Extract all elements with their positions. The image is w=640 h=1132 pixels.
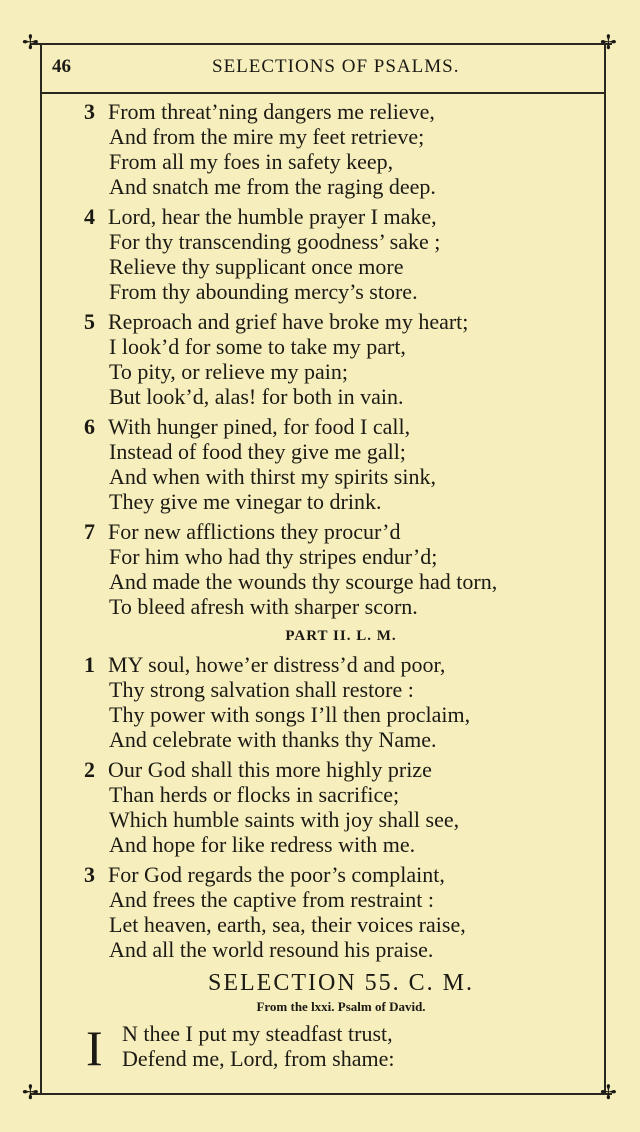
verse-line: For thy transcending goodness’ sake ; bbox=[109, 229, 441, 254]
verse-line: Thy strong salvation shall restore : bbox=[109, 677, 414, 702]
stanza bbox=[78, 652, 604, 752]
page-body bbox=[78, 99, 604, 1076]
drop-cap: I bbox=[86, 1020, 103, 1076]
selection-subheading: From the lxxi. Psalm of David. bbox=[256, 999, 426, 1014]
left-border-rule bbox=[40, 45, 42, 1093]
verse-line: Let heaven, earth, sea, their voices raise, bbox=[109, 912, 466, 937]
stanza bbox=[78, 204, 604, 304]
verse-line: And when with thirst my spirits sink, bbox=[109, 464, 436, 489]
stanza bbox=[78, 757, 604, 857]
part-one-stanzas bbox=[78, 99, 604, 619]
verse-line: Instead of food they give me gall; bbox=[109, 439, 406, 464]
verse-line: With hunger pined, for food I call, bbox=[108, 414, 411, 439]
corner-ornament-icon: ✢ bbox=[600, 32, 617, 54]
verse-line: But look’d, alas! for both in vain. bbox=[109, 384, 404, 409]
stanza-number: 5 bbox=[84, 309, 95, 334]
verse-line: And frees the captive from restraint : bbox=[109, 887, 434, 912]
stanza bbox=[78, 99, 604, 199]
selection-first-stanza bbox=[78, 1020, 604, 1076]
verse-line: And hope for like redress with me. bbox=[109, 832, 416, 857]
stanza bbox=[78, 519, 604, 619]
stanza-number: 3 bbox=[84, 99, 95, 124]
verse-line: And snatch me from the raging deep. bbox=[109, 174, 436, 199]
stanza-number: 4 bbox=[84, 204, 95, 229]
verse-line: To pity, or relieve my pain; bbox=[109, 359, 348, 384]
verse-line: Defend me, Lord, from shame: bbox=[122, 1046, 395, 1071]
stanza-number: 6 bbox=[84, 414, 95, 439]
verse-line: And celebrate with thanks thy Name. bbox=[109, 727, 437, 752]
verse-line: They give me vinegar to drink. bbox=[109, 489, 382, 514]
stanza-number: 3 bbox=[84, 862, 95, 887]
verse-line: For him who had thy stripes endur’d; bbox=[109, 544, 438, 569]
verse-line: MY soul, howe’er distress’d and poor, bbox=[108, 652, 446, 677]
corner-ornament-icon: ✢ bbox=[22, 1082, 39, 1104]
verse-line: And made the wounds thy scourge had torn, bbox=[109, 569, 498, 594]
selection-heading: SELECTION 55. C. M. bbox=[208, 970, 474, 996]
corner-ornament-icon: ✢ bbox=[22, 32, 39, 54]
verse-line: From thy abounding mercy’s store. bbox=[109, 279, 418, 304]
stanza bbox=[78, 414, 604, 514]
verse-line: For new afflictions they procur’d bbox=[108, 519, 401, 544]
verse-line: Thy power with songs I’ll then proclaim, bbox=[109, 702, 471, 727]
verse-line: From threat’ning dangers me relieve, bbox=[108, 99, 435, 124]
verse-line: Reproach and grief have broke my heart; bbox=[108, 309, 469, 334]
right-border-rule bbox=[604, 45, 606, 1093]
verse-line: N thee I put my steadfast trust, bbox=[122, 1021, 393, 1046]
part-two-stanzas bbox=[78, 652, 604, 962]
corner-ornament-icon: ✢ bbox=[600, 1082, 617, 1104]
stanza-number: 2 bbox=[84, 757, 95, 782]
running-title: SELECTIONS OF PSALMS. bbox=[212, 56, 460, 77]
stanza bbox=[78, 862, 604, 962]
verse-line: And all the world resound his praise. bbox=[109, 937, 434, 962]
header-rule bbox=[42, 92, 606, 94]
top-border-rule bbox=[30, 43, 612, 45]
stanza bbox=[78, 309, 604, 409]
stanza-number: 1 bbox=[84, 652, 95, 677]
verse-line: Which humble saints with joy shall see, bbox=[109, 807, 460, 832]
verse-line: Than herds or flocks in sacrifice; bbox=[109, 782, 400, 807]
verse-line: Lord, hear the humble prayer I make, bbox=[108, 204, 437, 229]
verse-line: Relieve thy supplicant once more bbox=[109, 254, 404, 279]
part-heading: PART II. L. M. bbox=[285, 628, 397, 644]
verse-line: For God regards the poor’s complaint, bbox=[108, 862, 445, 887]
verse-line: To bleed afresh with sharper scorn. bbox=[109, 594, 418, 619]
page-number: 46 bbox=[52, 56, 71, 77]
bottom-border-rule bbox=[30, 1093, 612, 1095]
stanza-number: 7 bbox=[84, 519, 95, 544]
verse-line: Our God shall this more highly prize bbox=[108, 757, 432, 782]
verse-line: And from the mire my feet retrieve; bbox=[109, 124, 425, 149]
verse-line: From all my foes in safety keep, bbox=[109, 149, 394, 174]
verse-line: I look’d for some to take my part, bbox=[109, 334, 406, 359]
